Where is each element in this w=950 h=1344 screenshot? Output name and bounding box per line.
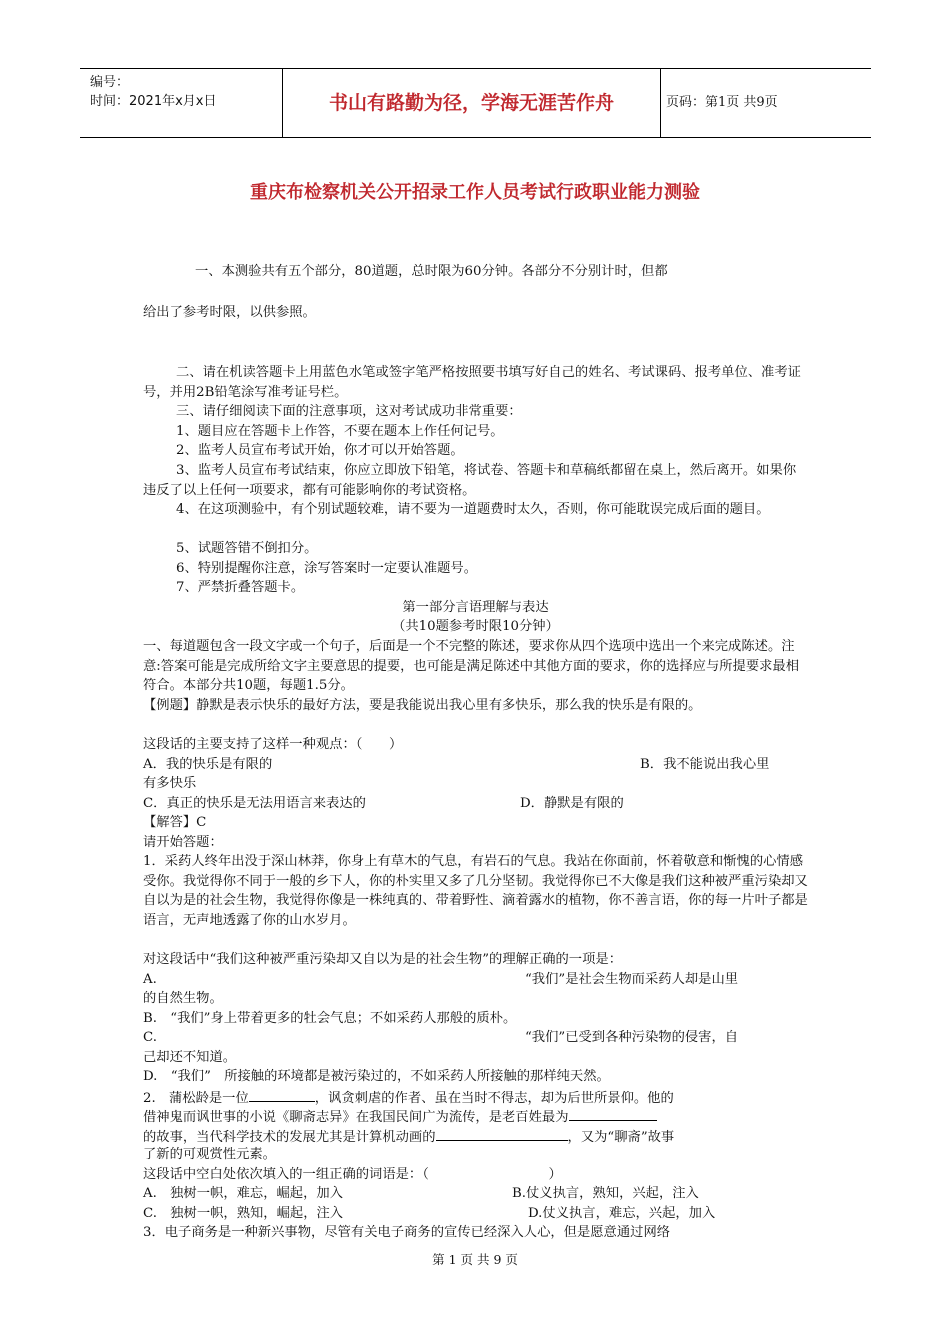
example-option-a: A．我的快乐是有限的 (143, 757, 273, 772)
q1-option-c-label: C. (143, 1030, 157, 1045)
header-date: 时间：2021年x月x日 (90, 94, 217, 109)
q1-option-a-cont: 的自然生物。 (143, 991, 223, 1006)
intro-p3: 三、请仔细阅读下面的注意事项，这对考试成功非常重要： (176, 404, 522, 419)
example-option-b-cont: 有多快乐 (143, 776, 197, 791)
notice-3: 3、监考人员宣布考试结束，你应立即放下铅笔，将试卷、答题卡和草稿纸都留在桌上，然后离开。如果你违反了以上任何一项要求，都有可能影响你的考试资格。 (143, 463, 797, 498)
notice-2: 2、监考人员宣布考试开始，你才可以开始答题。 (176, 443, 464, 458)
q2-line2-text: 借神鬼而讽世事的小说《聊斋志异》在我国民间广为流传，是老百姓最为 (143, 1110, 569, 1125)
page-footer: 第 1 页 共 9 页 (432, 1252, 518, 1267)
q2-line3-part1: 的故事，当代科学技术的发展尤其是计算机动画的 (143, 1130, 436, 1145)
blank-3 (436, 1126, 568, 1141)
header-number-label: 编号： (90, 75, 130, 90)
q1-option-c: “我们”已受到各种污染物的侵害，自 (525, 1030, 739, 1045)
intro-p1-line2: 给出了参考时限，以供参照。 (143, 305, 316, 320)
document-title: 重庆布检察机关公开招录工作人员考试行政职业能力测验 (250, 182, 700, 203)
intro-p2: 二、请在机读答题卡上用蓝色水笔或签字笔严格按照要书填写好自己的姓名、考试课码、报考单位、准考证号，并用2B铅笔涂写准考证号栏。 (143, 365, 801, 400)
q2-option-d: D.仗义执言，难忘，兴起，加入 (528, 1206, 716, 1221)
example-question: 这段话的主要支持了这样一种观点：（ ） (143, 737, 403, 752)
q2-option-c: C. 独树一帜，熟知，崛起，注入 (143, 1206, 344, 1221)
intro-p1-line1: 一、本测验共有五个部分，80道题，总时限为60分钟。各部分不分别计时，但都 (195, 264, 668, 279)
document-header (80, 68, 871, 138)
blank-1 (249, 1087, 315, 1102)
notice-4: 4、在这项测验中，有个别试题较难，请不要为一道题费时太久，否则，你可能耽误完成后面的题目。 (176, 502, 770, 517)
example-text: 【例题】静默是表示快乐的最好方法，要是我能说出我心里有多快乐，那么我的快乐是有限的。 (143, 698, 702, 713)
q1-passage: 1．采药人终年出没于深山林莽，你身上有草木的气息，有岩石的气息。我站在你面前，怀着敬意和惭愧的心情感受你。我觉得你不同于一般的乡下人，你的朴实里又多了几分坚韧。我觉得你已不大像是我们这种被严重污染却又自以为是的社会生物，我觉得你像是一株纯真的、带着野性、滴着露水的植物，你不善言语，你的每一片叶子都是语言，无声地透露了你的山水岁月。 (143, 854, 808, 928)
blank-2 (569, 1106, 657, 1121)
q2-line2 (143, 1106, 808, 1128)
header-page-info: 页码：第1页 共9页 (666, 95, 778, 110)
q1-option-b: B. “我们”身上带着更多的牡会气息；不如采药人那般的质朴。 (143, 1011, 517, 1026)
q2-option-b: B.仗义执言，熟知，兴起，注入 (512, 1186, 699, 1201)
header-motto: 书山有路勤为径，学海无涯苦作舟 (328, 92, 614, 114)
start-label: 请开始答题： (143, 835, 223, 850)
header-meta (90, 73, 216, 111)
q2-line1-part1: 2. 蒲松龄是一位 (143, 1091, 249, 1106)
header-divider (660, 69, 661, 137)
notice-6: 6、特别提醒你注意，涂写答案时一定要认准题号。 (176, 561, 477, 576)
example-option-c: C．真正的快乐是无法用语言来表达的 (143, 796, 366, 811)
notice-1: 1、题目应在答题卡上作答，不要在题本上作任何记号。 (176, 424, 504, 439)
notice-7: 7、严禁折叠答题卡。 (176, 580, 305, 595)
q1-option-d: D. “我们” 所接触的环境都是被污染过的，不如采药人所接触的那样纯天然。 (143, 1069, 610, 1084)
q2-line4: 了新的可观赏性元素。 (143, 1147, 276, 1162)
example-option-d: D．静默是有限的 (520, 796, 624, 811)
q3-text: 3．电子商务是一种新兴事物，尽管有关电子商务的宣传已经深入人心，但是愿意通过网络 (143, 1225, 671, 1240)
q2-line1-part2: ，讽贪刺虐的作者、虽在当时不得志，却为后世所景仰。他的 (314, 1091, 674, 1106)
part1-heading: 第一部分言语理解与表达 (402, 600, 549, 615)
q2-question: 这段话中空白处依次填入的一组正确的词语是：（ ） (143, 1167, 562, 1182)
q2-option-a: A. 独树一帜，难忘，崛起，加入 (143, 1186, 343, 1201)
example-answer: 【解答】C (143, 815, 207, 830)
q1-question: 对这段话中“我们这种被严重污染却又自以为是的社会生物”的理解正确的一项是： (143, 952, 622, 967)
part1-instructions: 一、每道题包含一段文字或一个句子，后面是一个不完整的陈述，要求你从四个选项中选出一个来完成陈述。注意:答案可能是完成所给文字主要意思的提要，也可能是满足陈述中其他方面的要求，你的选择应与所提要求最相符合。本部分共10题，每题1.5分。 (143, 639, 800, 694)
q1-option-a: “我们”是社会生物而采药人却是山里 (525, 972, 739, 987)
q1-option-c-cont: 己却还不知道。 (143, 1050, 237, 1065)
q1-option-a-label: A. (143, 972, 157, 987)
notice-5: 5、试题答错不倒扣分。 (176, 541, 318, 556)
example-option-b: B．我不能说出我心里 (640, 757, 770, 772)
part1-subheading: （共10题参考时限10分钟） (392, 619, 559, 634)
q2-line3-part2: ，又为“聊斋”故事 (567, 1130, 675, 1145)
